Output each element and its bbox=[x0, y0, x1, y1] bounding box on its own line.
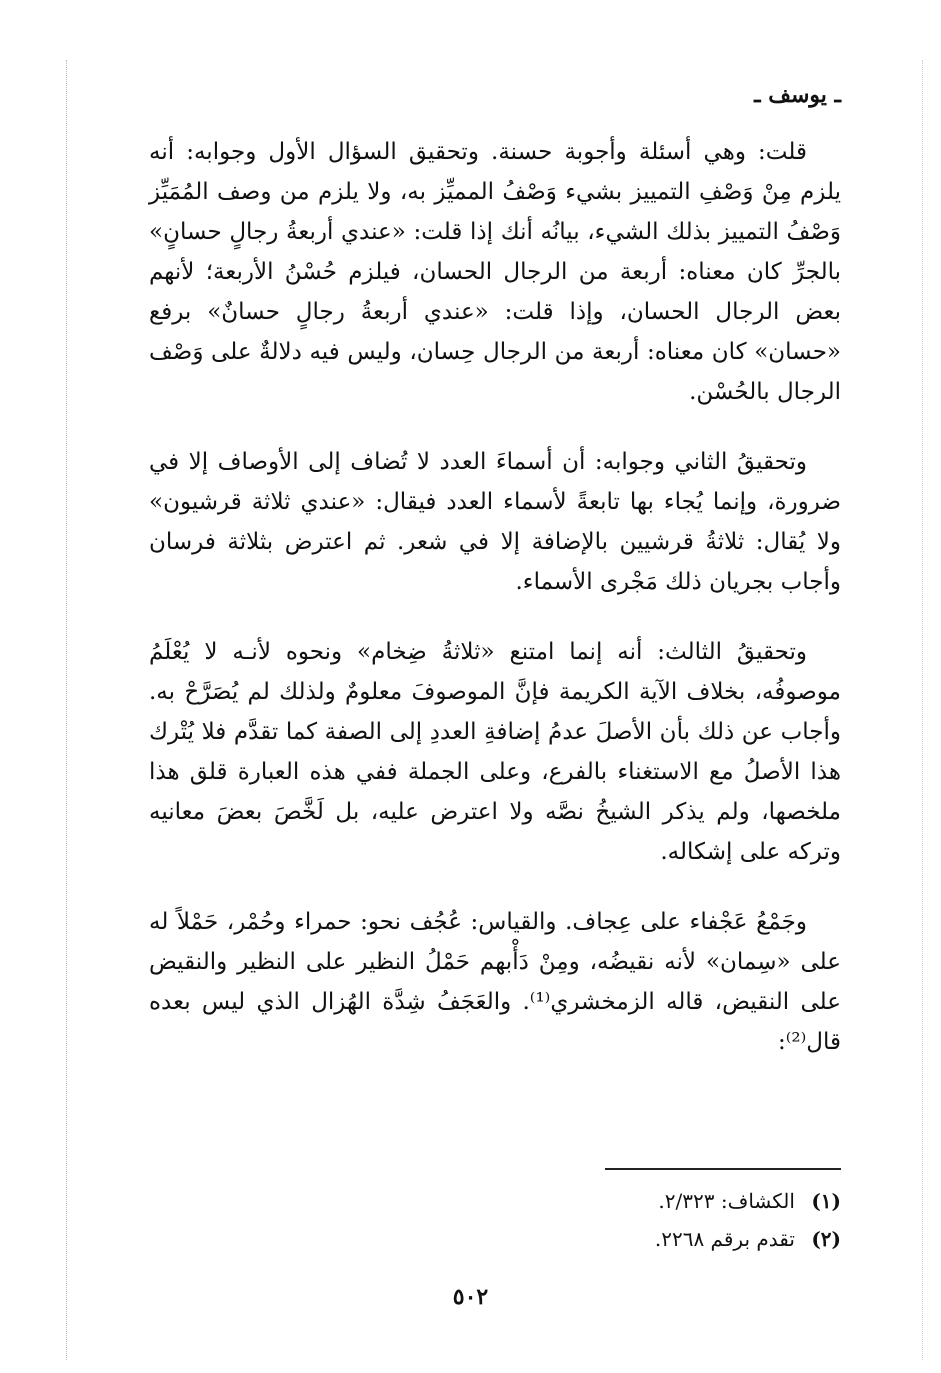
footnote-divider bbox=[605, 1168, 841, 1170]
paragraph-2: وتحقيقُ الثاني وجوابه: أن أسماءَ العدد لا تُضاف إلى الأوصاف إلا في ضرورة، وإنما يُجاء بها تابعةً لأسماء العدد فيقال: «عندي ثلاثة قرشيون» ولا يُقال: ثلاثةُ قرشيين بالإضافة إلا في شعر. ثم اعترض بثلاثة فرسان وأجاب بجريان ذلك مَجْرى الأسماء. bbox=[149, 449, 841, 595]
footnote-text: الكشاف: ٢/٣٢٣. bbox=[658, 1189, 795, 1213]
footnote-number: (٢) bbox=[811, 1227, 841, 1251]
paragraph-3: وتحقيقُ الثالث: أنه إنما امتنع «ثلاثةُ ضِخام» ونحوه لأنـه لا يُعْلَمُ موصوفُه، بخلاف الآية الكريمة فإنَّ الموصوفَ معلومٌ ولذلك لم يُصَرَّحْ به. وأجاب عن ذلك بأن الأصلَ عدمُ إضافةِ العددِ إلى الصفة كما تقدَّم فلا يُتْرك هذا الأصلُ مع الاستغناء بالفرع، وعلى الجملة ففي هذه العبارة قلق هذا ملخصها، ولم يذكر الشيخُ نصَّه ولا اعترض عليه، بل لَخَّصَ بعضَ معانيه وتركه على إشكاله. bbox=[149, 639, 841, 865]
footnote-item bbox=[241, 1220, 841, 1258]
scan-edge-right bbox=[922, 60, 923, 1360]
paragraph-4: وجَمْعُ عَجْفاء على عِجاف. والقياس: عُجُف نحو: حمراء وحُمْر، حَمْلاً له على «سِمان» لأنه نقيضُه، ومِنْ دَأْبهم حَمْلُ النظير على النظير والنقيض على النقيض، قاله الزمخشري⁽¹⁾. والعَجَفُ شِدَّة الهُزال الذي ليس بعده قال⁽²⁾: bbox=[149, 909, 841, 1055]
footnote-text: تقدم برقم ٢٢٦٨. bbox=[654, 1227, 795, 1251]
scan-edge-left bbox=[66, 60, 67, 1360]
body-text bbox=[149, 132, 841, 1092]
footnote-item bbox=[241, 1182, 841, 1220]
footnote-number: (١) bbox=[811, 1189, 841, 1213]
running-header: ـ يوسف ـ bbox=[754, 82, 841, 108]
page-number: ٥٠٢ bbox=[452, 1284, 489, 1310]
footnotes bbox=[241, 1182, 841, 1258]
paragraph-1: قلت: وهي أسئلة وأجوبة حسنة. وتحقيق السؤال الأول وجوابه: أنه يلزم مِنْ وَصْفِ التمييز بشيء وَصْفُ المميِّز به، ولا يلزم من وصف المُمَيِّز وَصْفُ التمييز بذلك الشيء، بيانُه أنك إذا قلت: «عندي أربعةُ رجالٍ حسانٍ» بالجرِّ كان معناه: أربعة من الرجال الحسان، فيلزم حُسْنُ الأربعة؛ لأنهم بعض الرجال الحسان، وإذا قلت: «عندي أربعةُ رجالٍ حسانٌ» برفع «حسان» كان معناه: أربعة من الرجال حِسان، وليس فيه دلالةٌ على وَصْف الرجال بالحُسْن. bbox=[149, 139, 841, 405]
